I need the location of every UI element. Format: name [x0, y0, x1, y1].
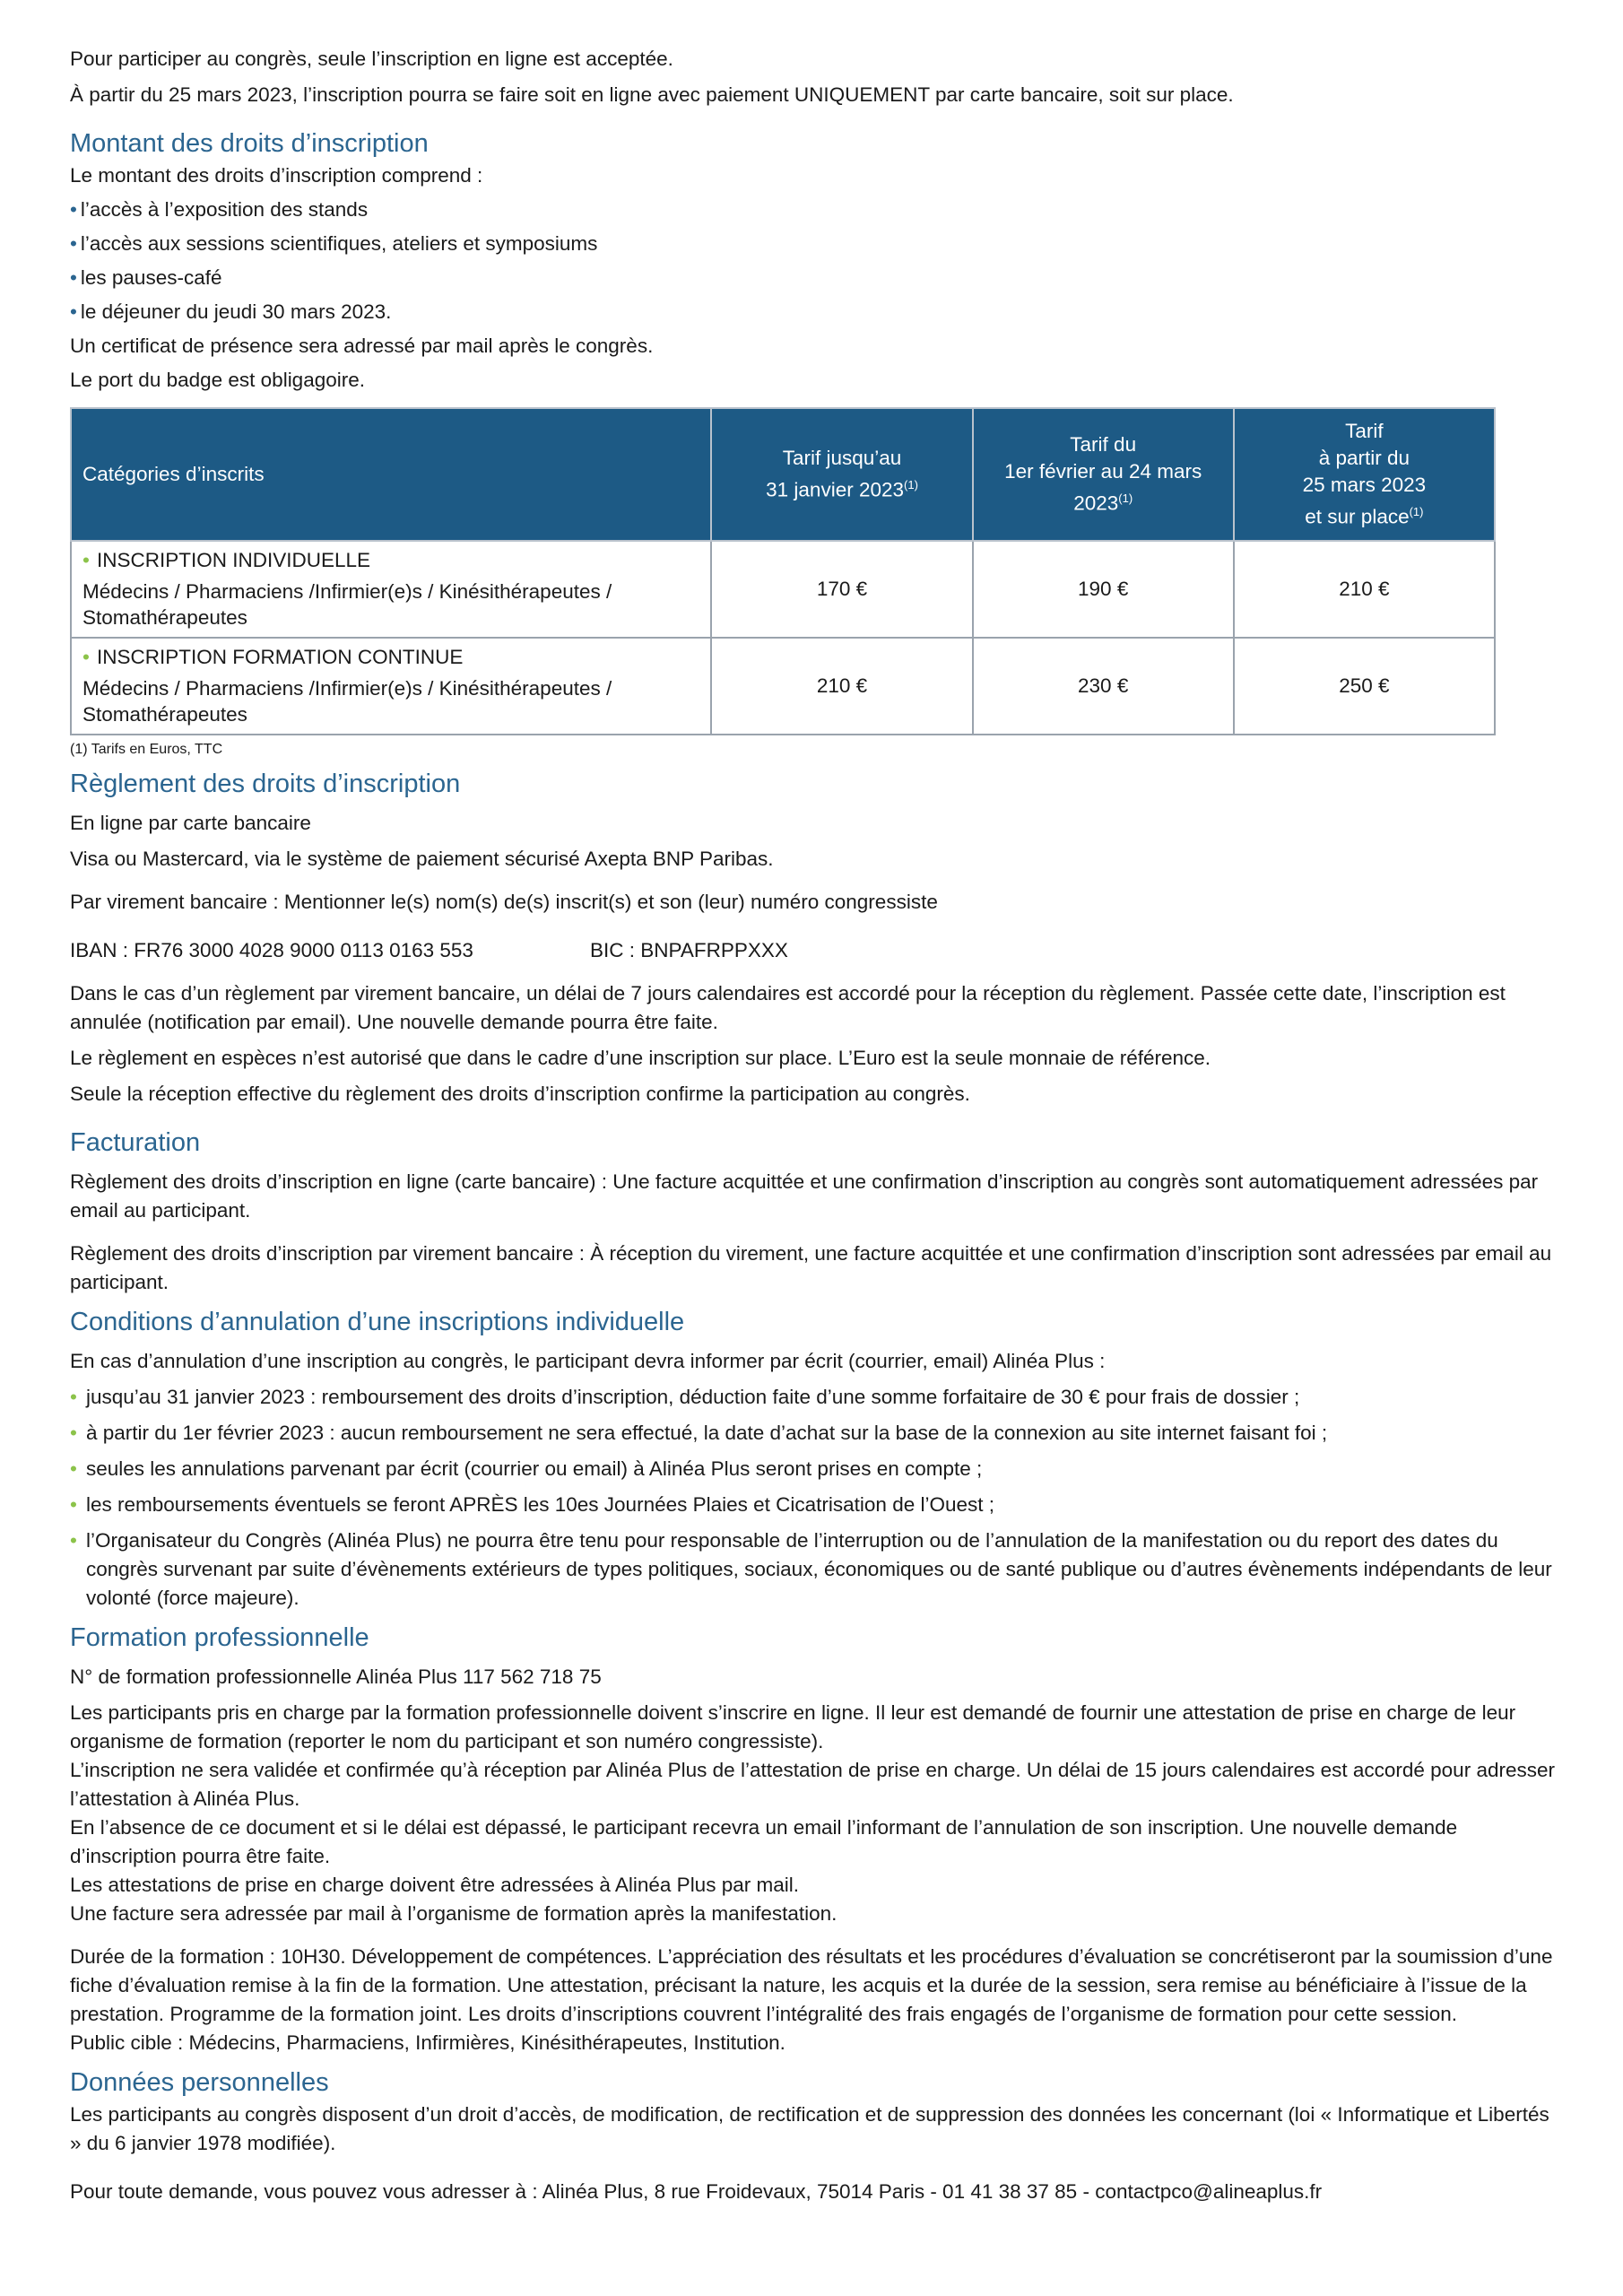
header-tarif-3-text: Tarif à partir du 25 mars 2023 et sur place: [1302, 420, 1427, 528]
list-item: • à partir du 1er février 2023 : aucun remboursement ne sera effectué, la date d’achat sur la base de la connexion au site internet faisant foi ;: [70, 1419, 1558, 1448]
header-tarif-1-text: Tarif jusqu’au 31 janvier 2023: [766, 447, 905, 501]
header-category: Catégories d’inscrits: [71, 408, 711, 541]
tarifs-table: [70, 407, 1496, 735]
formation-p7: Public cible : Médecins, Pharmaciens, Infirmières, Kinésithérapeutes, Institution.: [70, 2031, 785, 2054]
section-title-formation: Formation professionnelle: [70, 1622, 369, 1652]
facturation-p1: Règlement des droits d’inscription en ligne (carte bancaire) : Une facture acquittée et une confirmation d’inscription au congrès sont automatiquement adressées par email au participant.: [70, 1170, 1539, 1222]
table-header-row: [71, 408, 1495, 541]
price-cell: 190 €: [973, 541, 1234, 638]
section-title-montant: Montant des droits d’inscription: [70, 129, 429, 158]
list-item: • l’Organisateur du Congrès (Alinéa Plus) ne pourra être tenu pour responsable de l’interruption ou de l’annulation de la manifestation ou du report des dates du congrès survenant par suite d’évènements extérieurs de types politiques, sociaux, économiques ou de santé publique ou d’autres évènements indépendants de leur volonté (force majeure).: [70, 1526, 1558, 1613]
facturation-p2: Règlement des droits d’inscription par virement bancaire : À réception du virement, une facture acquittée et une confirmation d’inscription sont adressées par email au participant.: [70, 1241, 1552, 1293]
formation-p4: Les attestations de prise en charge doivent être adressées à Alinéa Plus par mail.: [70, 1873, 799, 1896]
annulation-list: [70, 1383, 1558, 1613]
row-title: • INSCRIPTION FORMATION CONTINUE: [82, 644, 699, 670]
reglement-line-2: Visa ou Mastercard, via le système de paiement sécurisé Axepta BNP Paribas.: [70, 847, 774, 870]
section-title-reglement: Règlement des droits d’inscription: [70, 769, 461, 798]
formation-p2: L’inscription ne sera validée et confirmée qu’à réception par Alinéa Plus de l’attestation de prise en charge. Un délai de 15 jours calendaires est accordé pour adresser l’attestation à Alinéa Plus.: [70, 1758, 1555, 1810]
header-tarif-2: [973, 408, 1234, 541]
section-title-donnees: Données personnelles: [70, 2067, 329, 2097]
row-title: • INSCRIPTION INDIVIDUELLE: [82, 547, 699, 573]
section-title-facturation: Facturation: [70, 1127, 201, 1157]
annulation-lead: En cas d’annulation d’une inscription au congrès, le participant devra informer par écrit (courrier, email) Alinéa Plus :: [70, 1349, 1106, 1372]
reglement-especes: Le règlement en espèces n’est autorisé que dans le cadre d’une inscription sur place. L’Euro est la seule monnaie de référence.: [70, 1046, 1211, 1069]
bic-text: BIC : BNPAFRPPXXX: [590, 938, 788, 961]
reglement-delai: Dans le cas d’un règlement par virement bancaire, un délai de 7 jours calendaires est accordé pour la réception du règlement. Passée cette date, l’inscription est annulée (notification par email). Une nouvelle demande pourra être faite.: [70, 981, 1506, 1033]
iban-text: IBAN : FR76 3000 4028 9000 0113 0163 553: [70, 938, 473, 961]
formation-p3: En l’absence de ce document et si le délai est dépassé, le participant recevra un email l’informant de l’annulation de son inscription. Une nouvelle demande d’inscription pourra être faite.: [70, 1815, 1458, 1867]
bank-details: [70, 936, 1558, 965]
table-footnote: (1) Tarifs en Euros, TTC: [70, 741, 223, 757]
contact-line: Pour toute demande, vous pouvez vous adresser à : Alinéa Plus, 8 rue Froidevaux, 75014 Paris - 01 41 38 37 85 - contactpco@alineaplus.fr: [70, 2179, 1323, 2203]
formation-numero: N° de formation professionnelle Alinéa Plus 117 562 718 75: [70, 1665, 602, 1688]
price-cell: 250 €: [1234, 638, 1495, 735]
price-cell: 210 €: [1234, 541, 1495, 638]
row-desc: Médecins / Pharmaciens /Infirmier(e)s / Kinésithérapeutes / Stomathérapeutes: [82, 677, 612, 726]
document-content: [70, 45, 1558, 2206]
donnees-p1: Les participants au congrès disposent d’un droit d’accès, de modification, de rectification et de suppression des données les concernant (loi « Informatique et Libertés » du 6 janvier 1978 modifiée).: [70, 2102, 1549, 2154]
header-tarif-2-text: Tarif du 1er février au 24 mars 2023: [1004, 433, 1202, 515]
intro-line-1: Pour participer au congrès, seule l’inscription en ligne est acceptée.: [70, 48, 673, 70]
montant-list: [70, 196, 1558, 326]
list-item: • jusqu’au 31 janvier 2023 : remboursement des droits d’inscription, déduction faite d’une somme forfaitaire de 30 € pour frais de dossier ;: [70, 1383, 1558, 1412]
intro-line-2: À partir du 25 mars 2023, l’inscription pourra se faire soit en ligne avec paiement UNIQUEMENT par carte bancaire, soit sur place.: [70, 83, 1234, 106]
footnote-mark: (1): [1118, 491, 1133, 505]
reglement-confirme: Seule la réception effective du règlement des droits d’inscription confirme la participation au congrès.: [70, 1082, 970, 1105]
row-category: [71, 541, 711, 638]
certificat-text: Un certificat de présence sera adressé par mail après le congrès.: [70, 335, 654, 357]
list-item: • les pauses-café: [70, 264, 1558, 292]
list-item: • seules les annulations parvenant par écrit (courrier ou email) à Alinéa Plus seront prises en compte ;: [70, 1455, 1558, 1483]
list-item: • les remboursements éventuels se feront APRÈS les 10es Journées Plaies et Cicatrisation de l’Ouest ;: [70, 1491, 1558, 1519]
formation-p6: Durée de la formation : 10H30. Développement de compétences. L’appréciation des résultats et les procédures d’évaluation se concrétiseront par la soumission d’une fiche d’évaluation remise à la fin de la formation. Une attestation, précisant la nature, les acquis et la durée de la session, sera remise au bénéficiaire à l’issue de la prestation. Programme de la formation joint. Les droits d’inscriptions couvrent l’intégralité des frais engagés de l’organisme de formation pour cette session.: [70, 1944, 1553, 2025]
formation-p1: Les participants pris en charge par la formation professionnelle doivent s’inscrire en ligne. Il leur est demandé de fournir une attestation de prise en charge de leur organisme de formation (reporter le nom du participant et son numéro congressiste).: [70, 1700, 1516, 1752]
reglement-line-3: Par virement bancaire : Mentionner le(s) nom(s) de(s) inscrit(s) et son (leur) numéro congressiste: [70, 890, 938, 913]
list-item: • l’accès aux sessions scientifiques, ateliers et symposiums: [70, 230, 1558, 258]
price-cell: 170 €: [711, 541, 972, 638]
header-tarif-1: [711, 408, 972, 541]
price-cell: 230 €: [973, 638, 1234, 735]
table-row: [71, 638, 1495, 735]
section-title-annulation: Conditions d’annulation d’une inscriptions individuelle: [70, 1307, 685, 1336]
montant-lead: Le montant des droits d’inscription comprend :: [70, 164, 483, 187]
reglement-line-1: En ligne par carte bancaire: [70, 811, 311, 834]
list-item: • l’accès à l’exposition des stands: [70, 196, 1558, 224]
row-desc: Médecins / Pharmaciens /Infirmier(e)s / Kinésithérapeutes / Stomathérapeutes: [82, 580, 612, 629]
footnote-mark: (1): [1409, 505, 1424, 518]
footnote-mark: (1): [904, 478, 918, 491]
header-tarif-3: [1234, 408, 1495, 541]
badge-text: Le port du badge est obligagoire.: [70, 369, 365, 391]
row-category: [71, 638, 711, 735]
table-row: [71, 541, 1495, 638]
list-item: • le déjeuner du jeudi 30 mars 2023.: [70, 298, 1558, 326]
price-cell: 210 €: [711, 638, 972, 735]
formation-p5: Une facture sera adressée par mail à l’organisme de formation après la manifestation.: [70, 1901, 838, 1925]
